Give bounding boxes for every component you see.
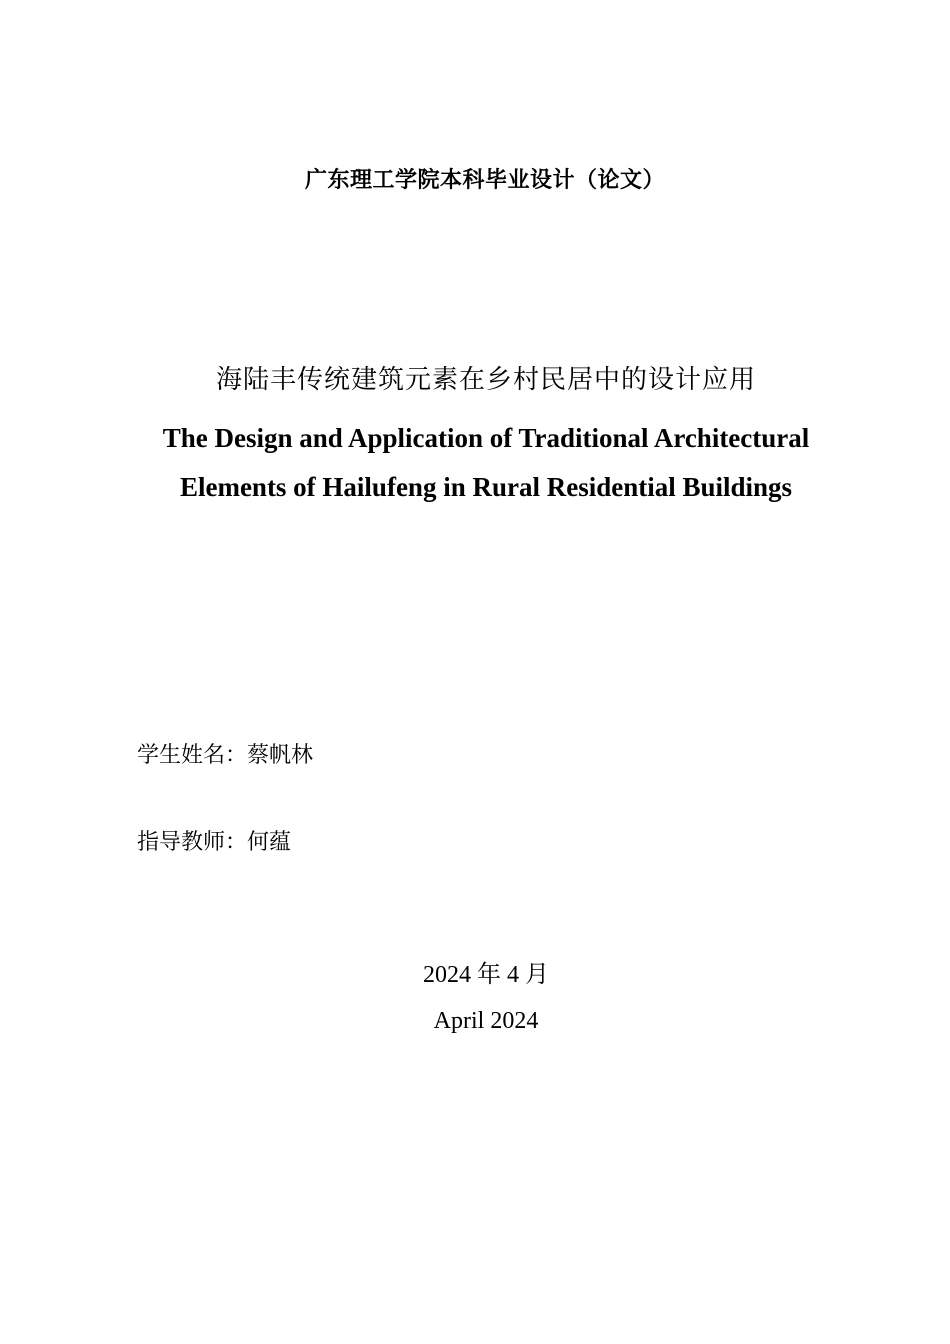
student-name-row <box>137 740 313 772</box>
advisor-name-value: 何蕴 <box>247 830 292 855</box>
advisor-name-row <box>137 827 291 859</box>
thesis-title-english-line-2: Elements of Hailufeng in Rural Residential Buildings <box>179 472 793 502</box>
student-name-value: 蔡帆林 <box>247 743 314 768</box>
thesis-title-english-line-1: The Design and Application of Traditional Architectural <box>162 423 810 453</box>
date-english: April 2024 <box>433 1008 539 1034</box>
date-chinese: 2024 年 4 月 <box>423 962 549 988</box>
student-name-label: 学生姓名： <box>137 743 248 768</box>
advisor-name-label: 指导教师： <box>137 830 248 855</box>
thesis-title-english <box>0 414 950 512</box>
thesis-title-chinese: 海陆丰传统建筑元素在乡村民居中的设计应用 <box>215 365 756 395</box>
institution-heading: 广东理工学院本科毕业设计（论文） <box>304 168 665 193</box>
